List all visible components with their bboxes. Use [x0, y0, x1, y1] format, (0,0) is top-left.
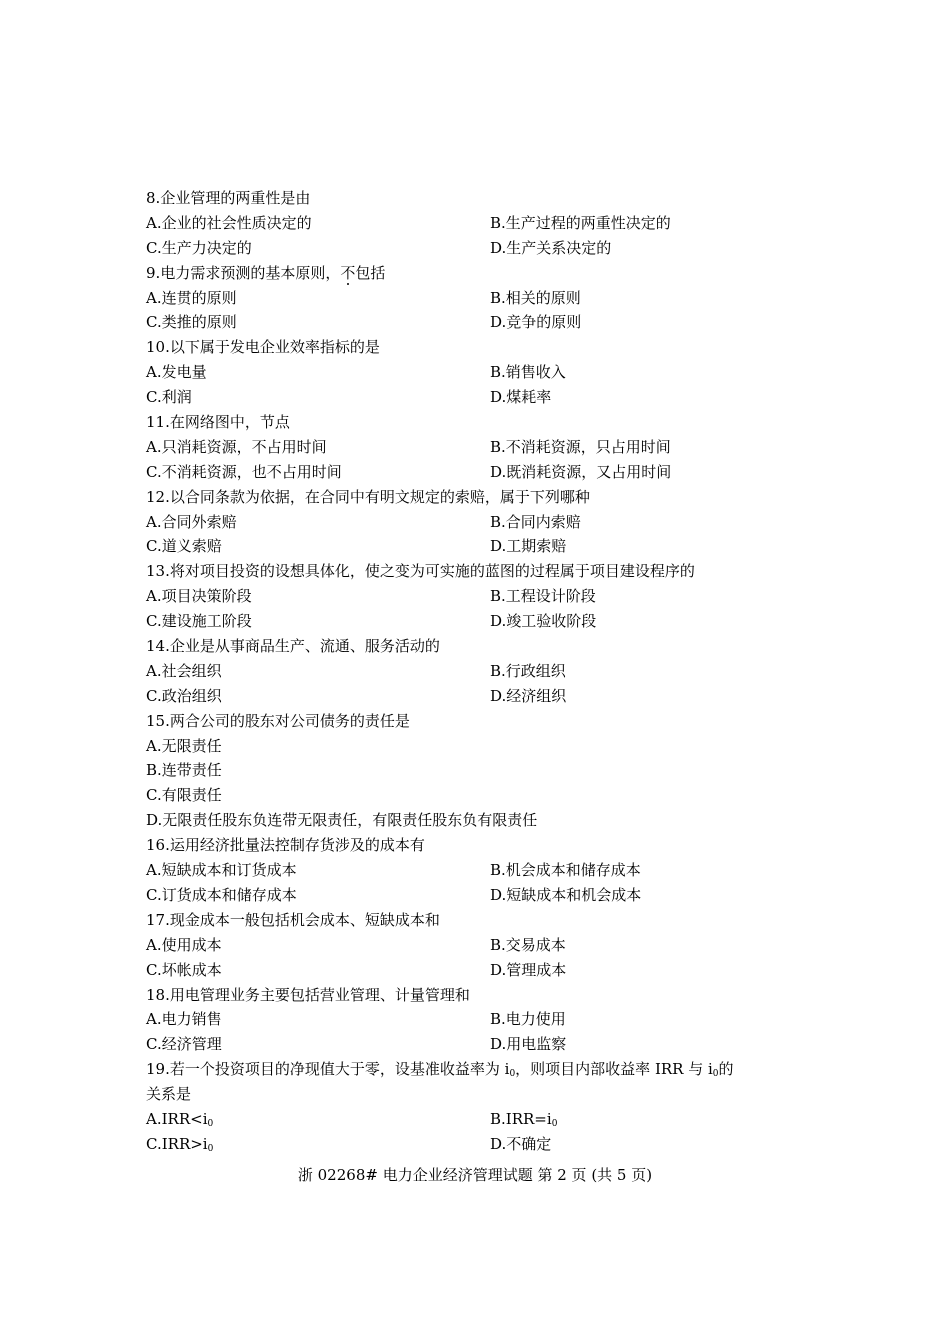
- question-stem: 企业管理的两重性是由: [160, 189, 311, 207]
- option-d: D.不确定: [490, 1134, 552, 1153]
- question-number: 12.: [146, 487, 170, 506]
- option-d: D.短缺成本和机会成本: [490, 885, 642, 904]
- options-row: [146, 435, 796, 460]
- question-number: 18.: [146, 985, 170, 1004]
- options-row: [146, 510, 796, 535]
- options-row: [146, 236, 796, 261]
- question-10: [146, 335, 796, 360]
- option-b: B.行政组织: [490, 661, 566, 680]
- question-number: 11.: [146, 413, 170, 432]
- option-b: B.电力使用: [490, 1010, 566, 1029]
- question-stem: 企业是从事商品生产、流通、服务活动的: [169, 637, 440, 656]
- option-a: A.无限责任: [146, 736, 222, 755]
- option-c: C.不消耗资源，也不占用时间: [146, 462, 342, 481]
- option-b: B.机会成本和储存成本: [490, 861, 641, 880]
- question-stem: 用电管理业务主要包括营业管理、计量管理和: [169, 985, 470, 1004]
- question-stem: 在网络图中，节点: [169, 413, 290, 432]
- options-row: [146, 534, 796, 559]
- question-14: [146, 634, 796, 659]
- page-footer: 浙 02268# 电力企业经济管理试题 第 2 页 (共 5 页): [297, 1166, 653, 1184]
- option-b: B.合同内索赔: [490, 512, 581, 531]
- options-row: [146, 310, 796, 335]
- question-8: [146, 186, 796, 211]
- option-a: A.使用成本: [146, 935, 222, 954]
- question-number: 16.: [146, 836, 170, 855]
- option-a: A.短缺成本和订货成本: [146, 861, 297, 880]
- option-a: A.只消耗资源，不占用时间: [146, 437, 327, 456]
- options-row: [146, 858, 796, 883]
- question-number: 19.: [146, 1060, 170, 1079]
- option-d: D.无限责任股东负连带无限责任，有限责任股东负有限责任: [146, 811, 538, 830]
- option-b: B.生产过程的两重性决定的: [490, 213, 671, 232]
- question-number: 15.: [146, 711, 170, 730]
- option-d: D.竣工验收阶段: [490, 612, 597, 631]
- options-row: [146, 360, 796, 385]
- option-b: B.相关的原则: [490, 288, 581, 307]
- question-9: 9.电力需求预测的基本原则，不包括: [146, 263, 386, 282]
- options-row: [146, 584, 796, 609]
- options-row: [146, 933, 796, 958]
- option-a: $A.IRR<i_0$: [146, 1109, 214, 1129]
- option-d: D.煤耗率: [490, 388, 552, 407]
- question-stem: 以合同条款为依据，在合同中有明文规定的索赔，属于下列哪种: [169, 487, 590, 506]
- option-c: C.订货成本和储存成本: [146, 885, 297, 904]
- emphasis-mark: 不: [340, 263, 356, 282]
- option-b: B.工程设计阶段: [490, 587, 596, 606]
- options-row: [146, 958, 796, 983]
- question-list: [146, 186, 796, 1157]
- options-row: [146, 1132, 796, 1157]
- options-row: [146, 883, 796, 908]
- option-a: A.合同外索赔: [146, 512, 237, 531]
- question-number: 17.: [146, 910, 170, 929]
- option-d: D.经济组织: [490, 686, 567, 705]
- option-b: $B.IRR=i_0$: [490, 1109, 558, 1129]
- option-c: C.生产力决定的: [146, 238, 252, 257]
- option-c: C.政治组织: [146, 686, 222, 705]
- question-stem: 两合公司的股东对公司债务的责任是: [169, 711, 410, 730]
- question-number: 9.: [146, 263, 161, 282]
- question-stem: 电力需求预测的基本原则，: [160, 263, 341, 282]
- option-c: C.道义索赔: [146, 537, 222, 556]
- question-15: [146, 709, 796, 734]
- question-stem: 现金成本一般包括机会成本、短缺成本和: [169, 910, 440, 929]
- question-stem: 运用经济批量法控制存货涉及的成本有: [169, 836, 425, 855]
- option-b: B.销售收入: [490, 363, 566, 382]
- options-row: [146, 460, 796, 485]
- option-d: D.竞争的原则: [490, 313, 582, 332]
- option-c: $C.IRR>i_0$: [146, 1134, 214, 1154]
- option-b: B.不消耗资源，只占用时间: [490, 437, 671, 456]
- option-b: B.连带责任: [146, 761, 222, 780]
- option-a: A.社会组织: [146, 661, 222, 680]
- question-stem: 以下属于发电企业效率指标的是: [169, 338, 380, 357]
- option-d: D.用电监察: [490, 1035, 567, 1054]
- option-a: A.项目决策阶段: [146, 587, 252, 606]
- option-b: B.交易成本: [490, 935, 566, 954]
- question-19: 19.若一个投资项目的净现值大于零，设基准收益率为 $i_0$，则项目内部收益率 IRR 与 $i_0$的: [146, 1060, 734, 1080]
- question-stem: 若一个投资项目的净现值大于零，设基准收益率为 i: [169, 1060, 510, 1079]
- question-17: [146, 908, 796, 933]
- option-d: D.生产关系决定的: [490, 238, 612, 257]
- option-c: C.类推的原则: [146, 313, 237, 332]
- options-row: [146, 211, 796, 236]
- options-row: [146, 659, 796, 684]
- question-12: [146, 485, 796, 510]
- question-number: 13.: [146, 562, 170, 581]
- options-row: [146, 1032, 796, 1057]
- question-18: [146, 983, 796, 1008]
- option-a: A.连贯的原则: [146, 288, 237, 307]
- options-row: [146, 684, 796, 709]
- option-d: D.管理成本: [490, 960, 567, 979]
- options-row: [146, 286, 796, 311]
- question-11: [146, 410, 796, 435]
- question-13: [146, 559, 796, 584]
- option-d: D.既消耗资源，又占用时间: [490, 462, 672, 481]
- options-row: [146, 1007, 796, 1032]
- option-c: C.有限责任: [146, 786, 222, 805]
- options-row: [146, 609, 796, 634]
- question-number: 8.: [146, 189, 161, 207]
- option-d: D.工期索赔: [490, 537, 567, 556]
- option-c: C.经济管理: [146, 1035, 222, 1054]
- option-c: C.坏帐成本: [146, 960, 222, 979]
- option-a: A.电力销售: [146, 1010, 222, 1029]
- question-number: 14.: [146, 637, 170, 656]
- options-row: [146, 385, 796, 410]
- option-a: A.发电量: [146, 363, 207, 382]
- question-stem-continued: 关系是: [146, 1085, 192, 1104]
- question-number: 10.: [146, 338, 170, 357]
- options-row: [146, 1107, 796, 1132]
- question-stem: 将对项目投资的设想具体化，使之变为可实施的蓝图的过程属于项目建设程序的: [169, 562, 695, 581]
- option-c: C.利润: [146, 388, 192, 407]
- option-a: A.企业的社会性质决定的: [146, 213, 312, 232]
- question-16: [146, 833, 796, 858]
- option-c: C.建设施工阶段: [146, 612, 252, 631]
